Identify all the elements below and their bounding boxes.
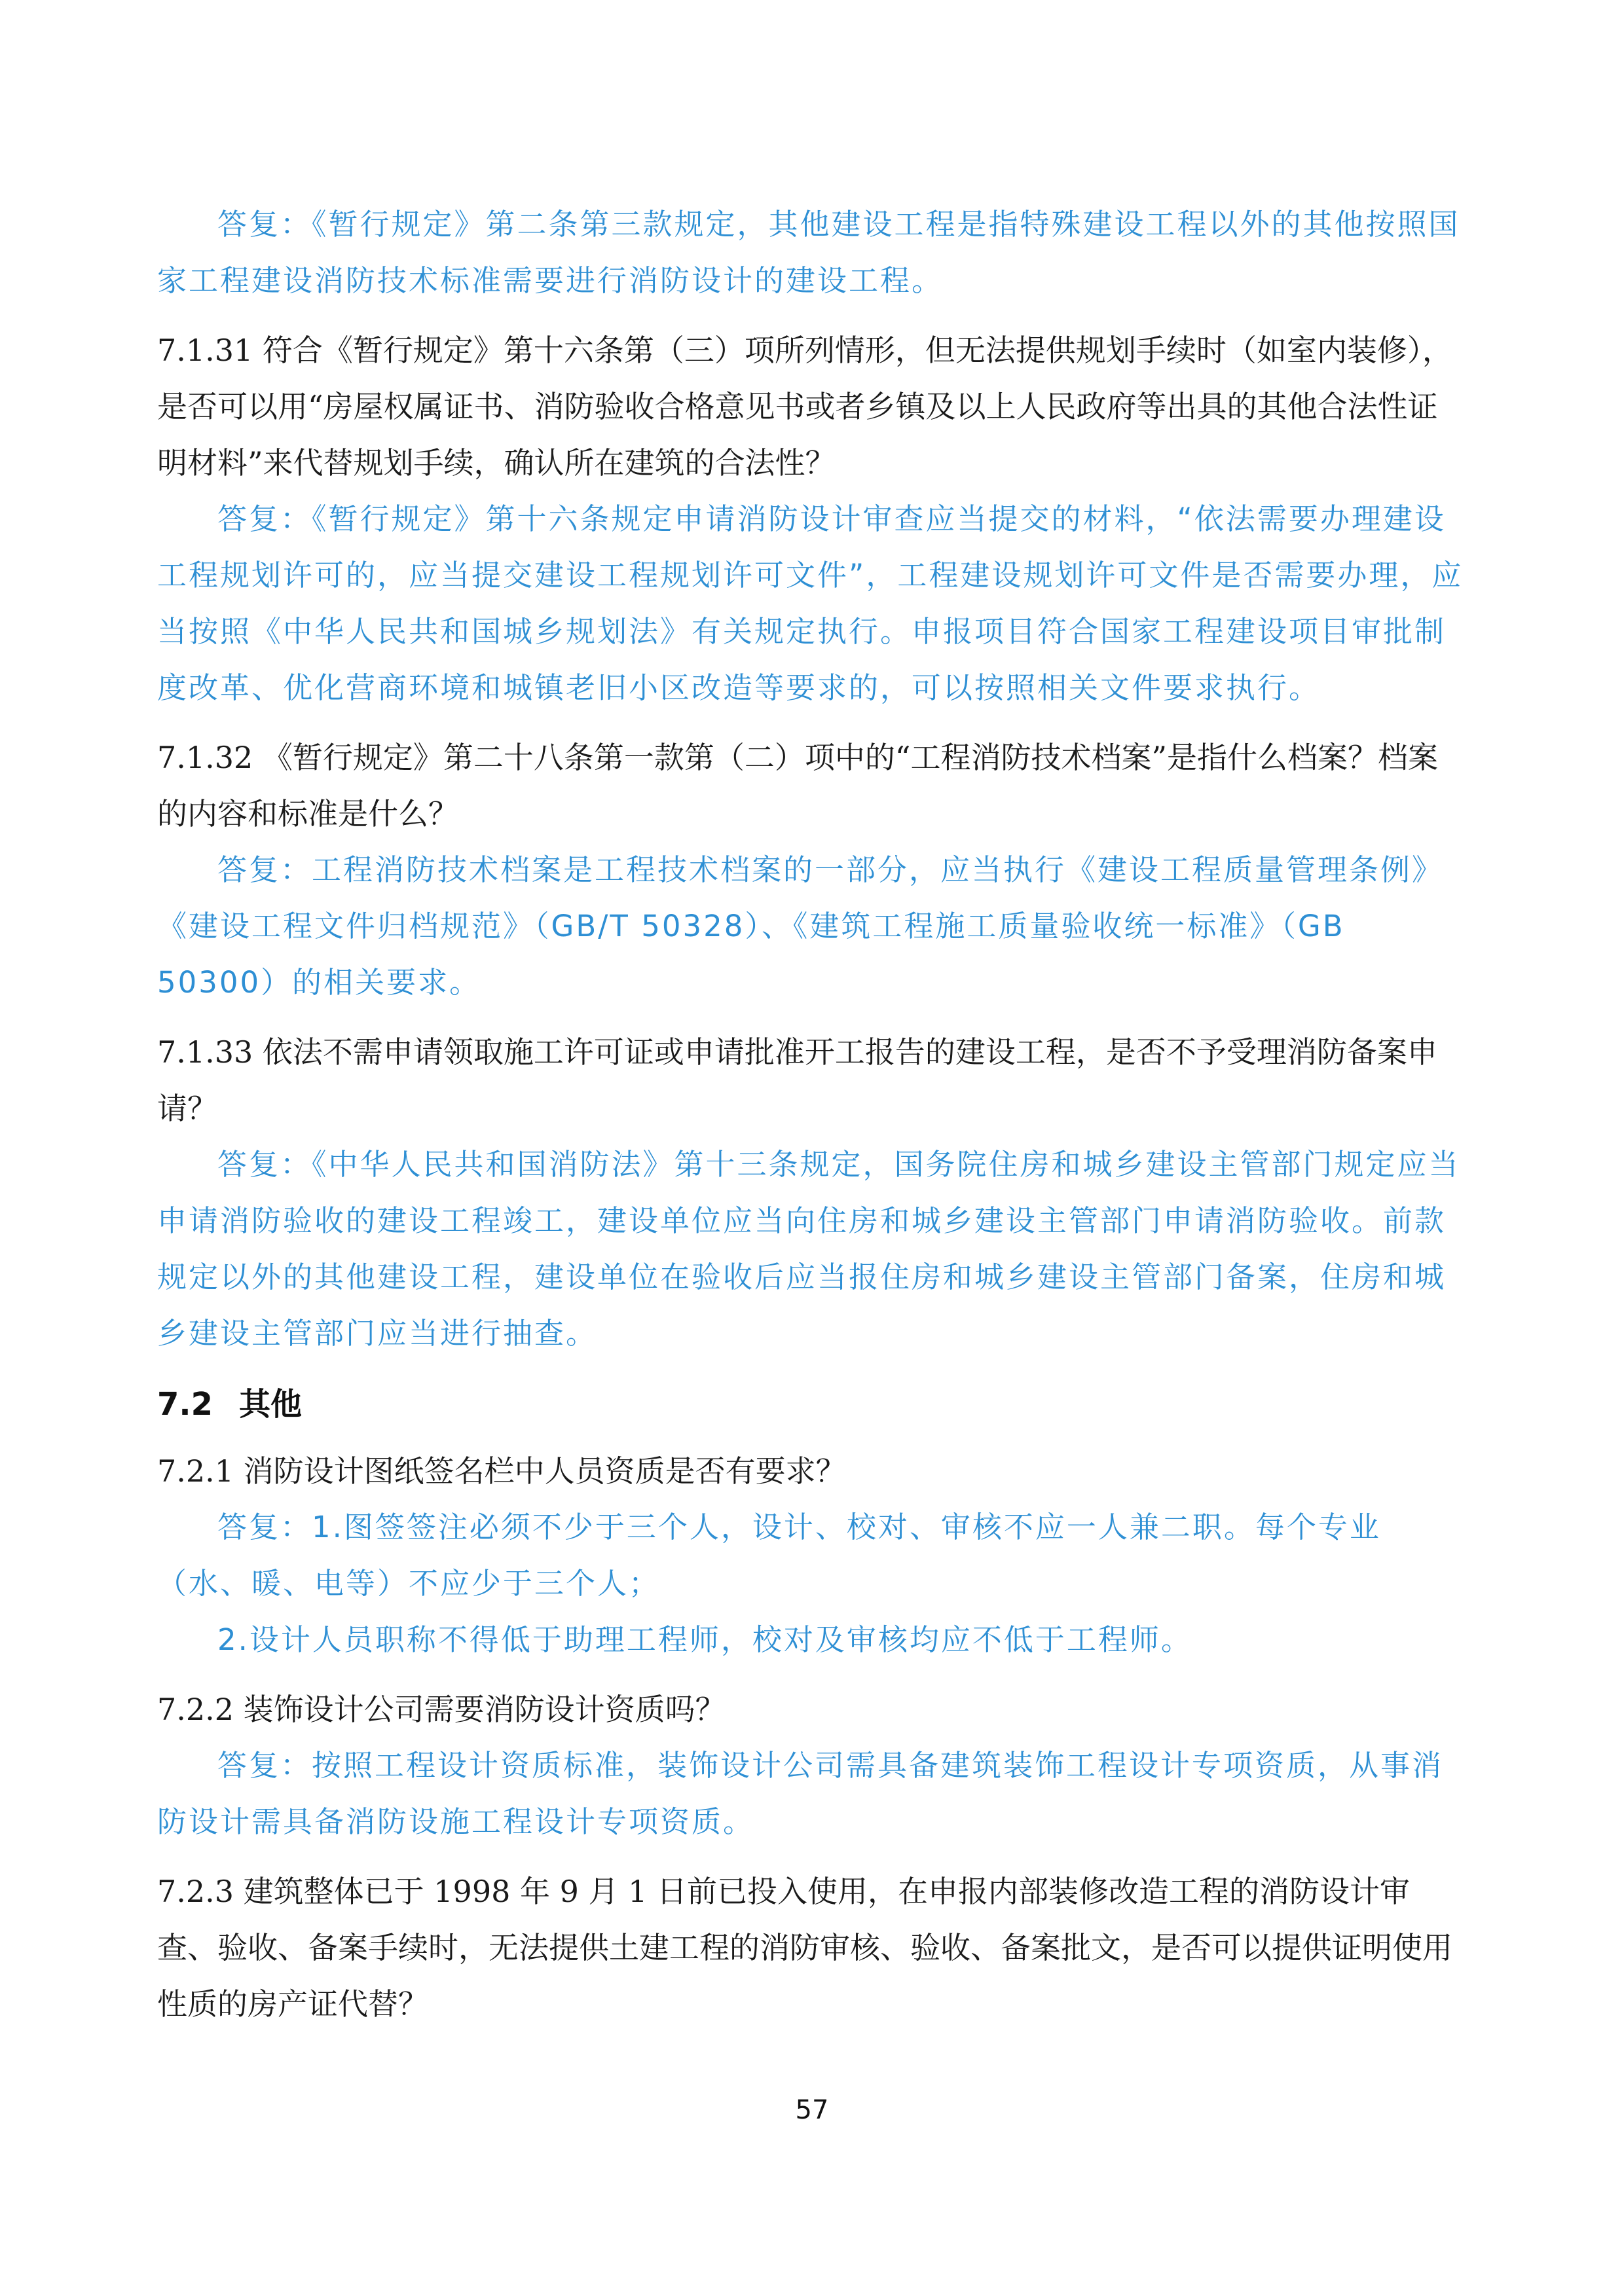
section-number: 7.2 <box>157 1386 213 1423</box>
question-paragraph: 7.1.32 《暂行规定》第二十八条第一款第（二）项中的“工程消防技术档案”是指什么档案？档案的内容和标准是什么？ <box>157 740 1438 831</box>
answer-paragraph: 答复：按照工程设计资质标准，装饰设计公司需具备建筑装饰工程设计专项资质，从事消防设计需具备消防设施工程设计专项资质。 <box>157 1748 1444 1839</box>
answer-paragraph-continued: 2.设计人员职称不得低于助理工程师，校对及审核均应不低于工程师。 <box>217 1622 1192 1657</box>
answer-paragraph: 答复：工程消防技术档案是工程技术档案的一部分，应当执行《建设工程质量管理条例》《建设工程文件归档规范》（GB/T 50328）、《建筑工程施工质量验收统一标准》（GB 50300）的相关要求。 <box>157 852 1444 1000</box>
answer-paragraph: 答复：1.图签签注必须不少于三个人，设计、校对、审核不应一人兼二职。每个专业（水、暖、电等）不应少于三个人； <box>157 1510 1381 1601</box>
document-page <box>157 196 1467 2032</box>
answer-paragraph: 答复：《暂行规定》第二条第三款规定，其他建设工程是指特殊建设工程以外的其他按照国家工程建设消防技术标准需要进行消防设计的建设工程。 <box>157 207 1460 298</box>
section-heading <box>157 1375 1467 1434</box>
question-paragraph: 7.1.31 符合《暂行规定》第十六条第（三）项所列情形，但无法提供规划手续时（如室内装修），是否可以用“房屋权属证书、消防验收合格意见书或者乡镇及以上人民政府等出具的其他合法性证明材料”来代替规划手续，确认所在建筑的合法性？ <box>157 333 1452 481</box>
page-number: 57 <box>795 2095 829 2125</box>
question-paragraph: 7.2.1 消防设计图纸签名栏中人员资质是否有要求？ <box>157 1453 846 1489</box>
section-title-text: 其他 <box>239 1386 303 1423</box>
question-paragraph: 7.1.33 依法不需申请领取施工许可证或申请批准开工报告的建设工程，是否不予受理消防备案申请？ <box>157 1034 1437 1126</box>
question-paragraph: 7.2.2 装饰设计公司需要消防设计资质吗？ <box>157 1692 726 1727</box>
answer-paragraph: 答复：《暂行规定》第十六条规定申请消防设计审查应当提交的材料，“依法需要办理建设工程规划许可的，应当提交建设工程规划许可文件”，工程建设规划许可文件是否需要办理，应当按照《中华人民共和国城乡规划法》有关规定执行。申报项目符合国家工程建设项目审批制度改革、优化营商环境和城镇老旧小区改造等要求的，可以按照相关文件要求执行。 <box>157 501 1464 705</box>
answer-paragraph: 答复：《中华人民共和国消防法》第十三条规定，国务院住房和城乡建设主管部门规定应当申请消防验收的建设工程竣工，建设单位应当向住房和城乡建设主管部门申请消防验收。前款规定以外的其他建设工程，建设单位在验收后应当报住房和城乡建设主管部门备案，住房和城乡建设主管部门应当进行抽查。 <box>157 1147 1460 1351</box>
question-paragraph: 7.2.3 建筑整体已于 1998 年 9 月 1 日前已投入使用，在申报内部装修改造工程的消防设计审查、验收、备案手续时，无法提供土建工程的消防审核、验收、备案批文，是否可以提供证明使用性质的房产证代替？ <box>157 1874 1452 2022</box>
